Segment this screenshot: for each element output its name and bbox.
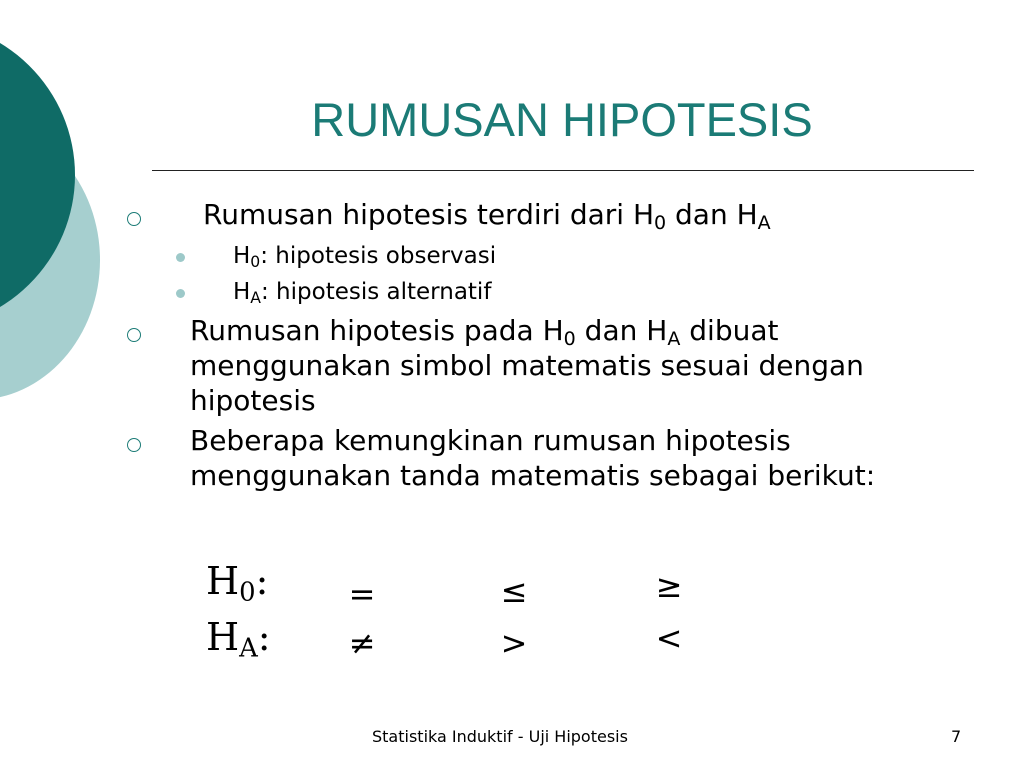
bullet-1-text: Rumusan hipotesis terdiri dari $H_0$ dan $H_A$ xyxy=(203,198,771,234)
bullet-2-text: Rumusan hipotesis pada $H_0$ dan $H_A$ dibuat menggunakan simbol matematis sesuai dengan hipotesis xyxy=(190,314,864,417)
bullet-ring-icon xyxy=(127,212,141,226)
bullet-ring-icon xyxy=(127,328,141,342)
math-symbol: ≤ xyxy=(500,572,528,610)
math-row-ha-label: $H_A$: xyxy=(206,615,271,664)
footer-text: Statistika Induktif - Uji Hipotesis xyxy=(372,727,628,746)
bullet-dot-icon xyxy=(176,289,185,298)
sub-bullet-1: $H_0$: hipotesis observasi xyxy=(233,243,497,271)
math-symbol: > xyxy=(500,624,528,662)
slide-title: RUMUSAN HIPOTESIS xyxy=(311,93,813,146)
bullet-dot-icon xyxy=(176,253,185,262)
sub-bullet-2: $H_A$: hipotesis alternatif xyxy=(233,279,492,307)
bullet-ring-icon xyxy=(127,438,141,452)
math-symbol: = xyxy=(348,575,376,613)
math-row-h0-label: $H_0$: xyxy=(206,559,269,608)
page-number: 7 xyxy=(951,727,962,746)
bullet-3-text: Beberapa kemungkinan rumusan hipotesis menggunakan tanda matematis sebagai berikut: xyxy=(190,424,876,492)
math-symbol: ≥ xyxy=(655,567,683,605)
math-symbol: ≠ xyxy=(348,624,376,662)
title-divider xyxy=(152,170,974,171)
math-symbol: < xyxy=(655,619,683,657)
